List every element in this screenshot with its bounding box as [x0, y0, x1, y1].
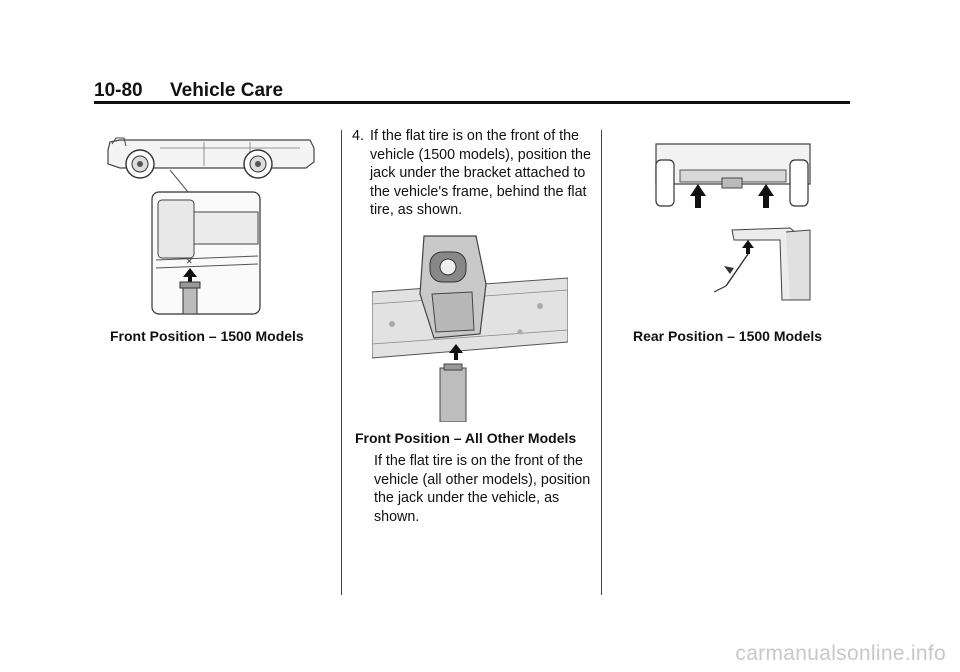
- step-number: 4.: [352, 128, 364, 144]
- section-title: Vehicle Care: [170, 80, 284, 101]
- column-divider-left: [341, 130, 342, 595]
- paragraph-other-models: If the flat tire is on the front of the vehicle (all other models), position the jack under the vehicle, as shown.: [374, 453, 591, 525]
- figure-front-position-other: [372, 234, 568, 422]
- step-text: If the flat tire is on the front of the vehicle (1500 models), position the jack under the bracket attached to the vehicle's frame, behind the flat tire, as shown.: [370, 128, 591, 218]
- step-4: [352, 127, 597, 220]
- caption-rear-1500: Rear Position – 1500 Models: [633, 328, 823, 344]
- caption-front-other: Front Position – All Other Models: [355, 430, 577, 446]
- caption-front-1500: Front Position – 1500 Models: [110, 328, 304, 344]
- figure-front-position-1500: [100, 132, 322, 318]
- header-rule: [94, 101, 850, 104]
- svg-text:✕: ✕: [186, 257, 193, 266]
- page-number: 10-80: [94, 80, 143, 101]
- figure-rear-position-1500: [650, 140, 818, 308]
- column-divider-right: [601, 130, 602, 595]
- footer-watermark: carmanualsonline.info: [735, 642, 946, 665]
